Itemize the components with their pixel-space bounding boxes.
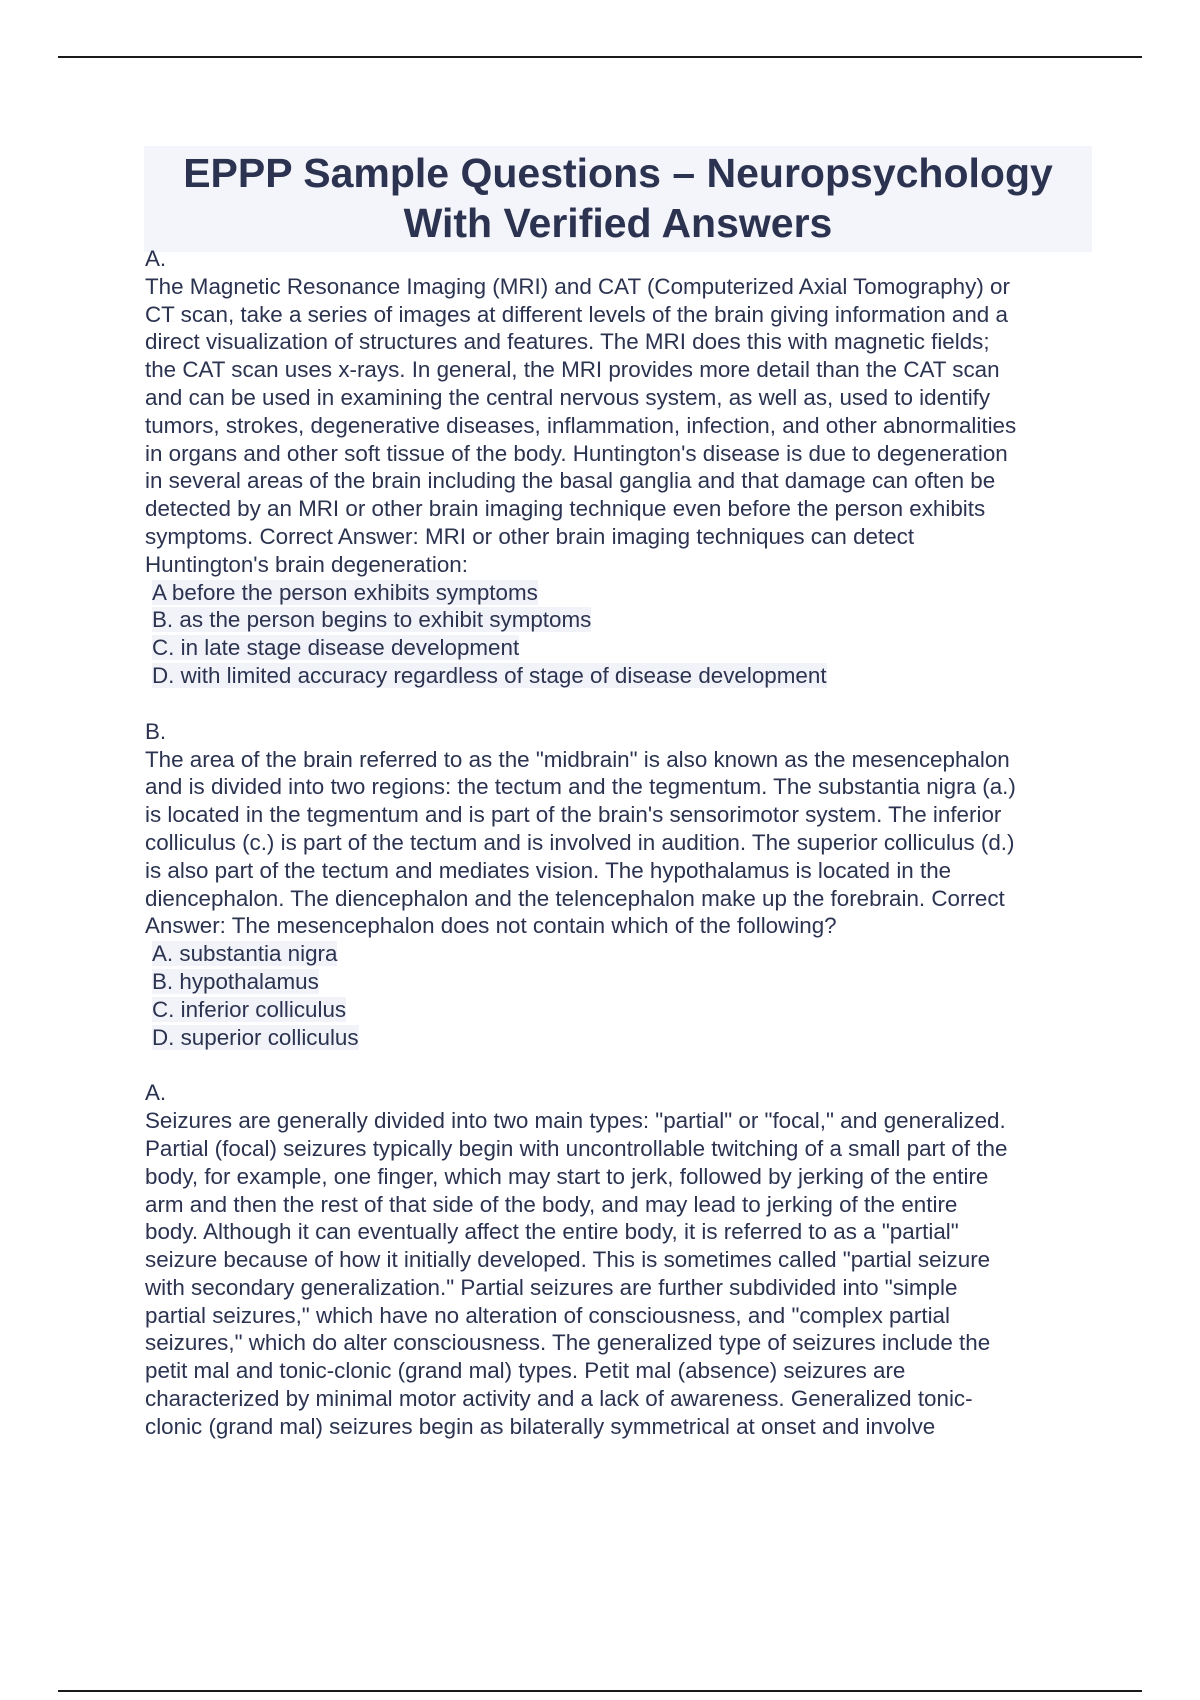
answer-option — [145, 968, 1105, 996]
document-body — [145, 245, 1105, 1441]
answer-option-text: A. substantia nigra — [152, 941, 338, 967]
answer-option-text: B. as the person begins to exhibit symptoms — [152, 607, 592, 633]
answer-option — [145, 996, 1105, 1024]
top-rule — [58, 56, 1142, 58]
paragraph-line: clonic (grand mal) seizures begin as bilaterally symmetrical at onset and involve — [145, 1413, 936, 1439]
answer-letter: B. — [145, 718, 167, 744]
paragraph-line: Partial (focal) seizures typically begin with uncontrollable twitching of a small part of the — [145, 1135, 1008, 1161]
paragraph-line: CT scan, take a series of images at different levels of the brain giving information and a — [145, 301, 1008, 327]
paragraph-line: direct visualization of structures and features. The MRI does this with magnetic fields; — [145, 329, 990, 355]
paragraph-line: with secondary generalization." Partial seizures are further subdivided into "simple — [145, 1274, 958, 1300]
paragraph-line: characterized by minimal motor activity and a lack of awareness. Generalized tonic- — [145, 1386, 973, 1412]
bottom-rule — [58, 1690, 1142, 1692]
paragraph-line: detected by an MRI or other brain imaging technique even before the person exhibits — [145, 496, 986, 522]
paragraph-line: seizure because of how it initially developed. This is sometimes called "partial seizure — [145, 1247, 991, 1273]
paragraph-line: the CAT scan uses x-rays. In general, the MRI provides more detail than the CAT scan — [145, 357, 1000, 383]
paragraph-line: is located in the tegmentum and is part of the brain's sensorimotor system. The inferior — [145, 802, 1002, 828]
paragraph-line: arm and then the rest of that side of the body, and may lead to jerking of the entire — [145, 1191, 958, 1217]
paragraph-line: Answer: The mesencephalon does not contain which of the following? — [145, 913, 837, 939]
answer-option — [145, 1024, 1105, 1052]
paragraph-line: in several areas of the brain including the basal ganglia and that damage can often be — [145, 468, 996, 494]
paragraph-line: seizures," which do alter consciousness. The generalized type of seizures include the — [145, 1330, 991, 1356]
paragraph-line: symptoms. Correct Answer: MRI or other brain imaging techniques can detect — [145, 523, 915, 549]
title-line-1: EPPP Sample Questions – Neuropsychology — [183, 150, 1053, 196]
paragraph-line: colliculus (c.) is part of the tectum and is involved in audition. The superior colliculus (d.) — [145, 829, 1015, 855]
paragraph-line: tumors, strokes, degenerative diseases, inflammation, infection, and other abnormalities — [145, 412, 1017, 438]
answer-option-text: D. superior colliculus — [152, 1024, 359, 1050]
title-line-2: With Verified Answers — [403, 200, 833, 246]
paragraph-line: partial seizures," which have no alteration of consciousness, and "complex partial — [145, 1302, 950, 1328]
answer-option — [145, 634, 1105, 662]
answer-option-text: B. hypothalamus — [152, 968, 319, 994]
answer-option — [145, 606, 1105, 634]
paragraph-line: and is divided into two regions: the tectum and the tegmentum. The substantia nigra (a.) — [145, 774, 1016, 800]
page-title — [144, 146, 1092, 252]
question-block — [145, 718, 1105, 1052]
paragraph-line: body, for example, one finger, which may start to jerk, followed by jerking of the entire — [145, 1163, 989, 1189]
answer-option — [145, 662, 1105, 690]
question-block — [145, 1079, 1105, 1440]
paragraph-line: petit mal and tonic-clonic (grand mal) types. Petit mal (absence) seizures are — [145, 1358, 906, 1384]
paragraph-line: The area of the brain referred to as the "midbrain" is also known as the mesencephalon — [145, 746, 1010, 772]
answer-letter: A. — [145, 1080, 167, 1106]
paragraph-line: body. Although it can eventually affect the entire body, it is referred to as a "partial" — [145, 1219, 959, 1245]
answer-letter: A. — [145, 246, 167, 271]
answer-option-text: D. with limited accuracy regardless of stage of disease development — [152, 662, 827, 688]
answer-option-text: C. inferior colliculus — [152, 996, 347, 1022]
paragraph-line: and can be used in examining the central nervous system, as well as, used to identify — [145, 384, 991, 410]
paragraph-line: is also part of the tectum and mediates vision. The hypothalamus is located in the — [145, 857, 952, 883]
paragraph-line: in organs and other soft tissue of the body. Huntington's disease is due to degeneration — [145, 440, 1008, 466]
answer-option-text: A before the person exhibits symptoms — [152, 579, 538, 605]
paragraph-line: The Magnetic Resonance Imaging (MRI) and CAT (Computerized Axial Tomography) or — [145, 273, 1010, 299]
answer-option — [145, 579, 1105, 607]
paragraph-line: diencephalon. The diencephalon and the telencephalon make up the forebrain. Correct — [145, 885, 1005, 911]
paragraph-line: Huntington's brain degeneration: — [145, 551, 468, 577]
question-block — [145, 245, 1105, 690]
paragraph-line: Seizures are generally divided into two main types: "partial" or "focal," and generalized. — [145, 1108, 1006, 1134]
answer-option-text: C. in late stage disease development — [152, 635, 520, 661]
answer-option — [145, 940, 1105, 968]
